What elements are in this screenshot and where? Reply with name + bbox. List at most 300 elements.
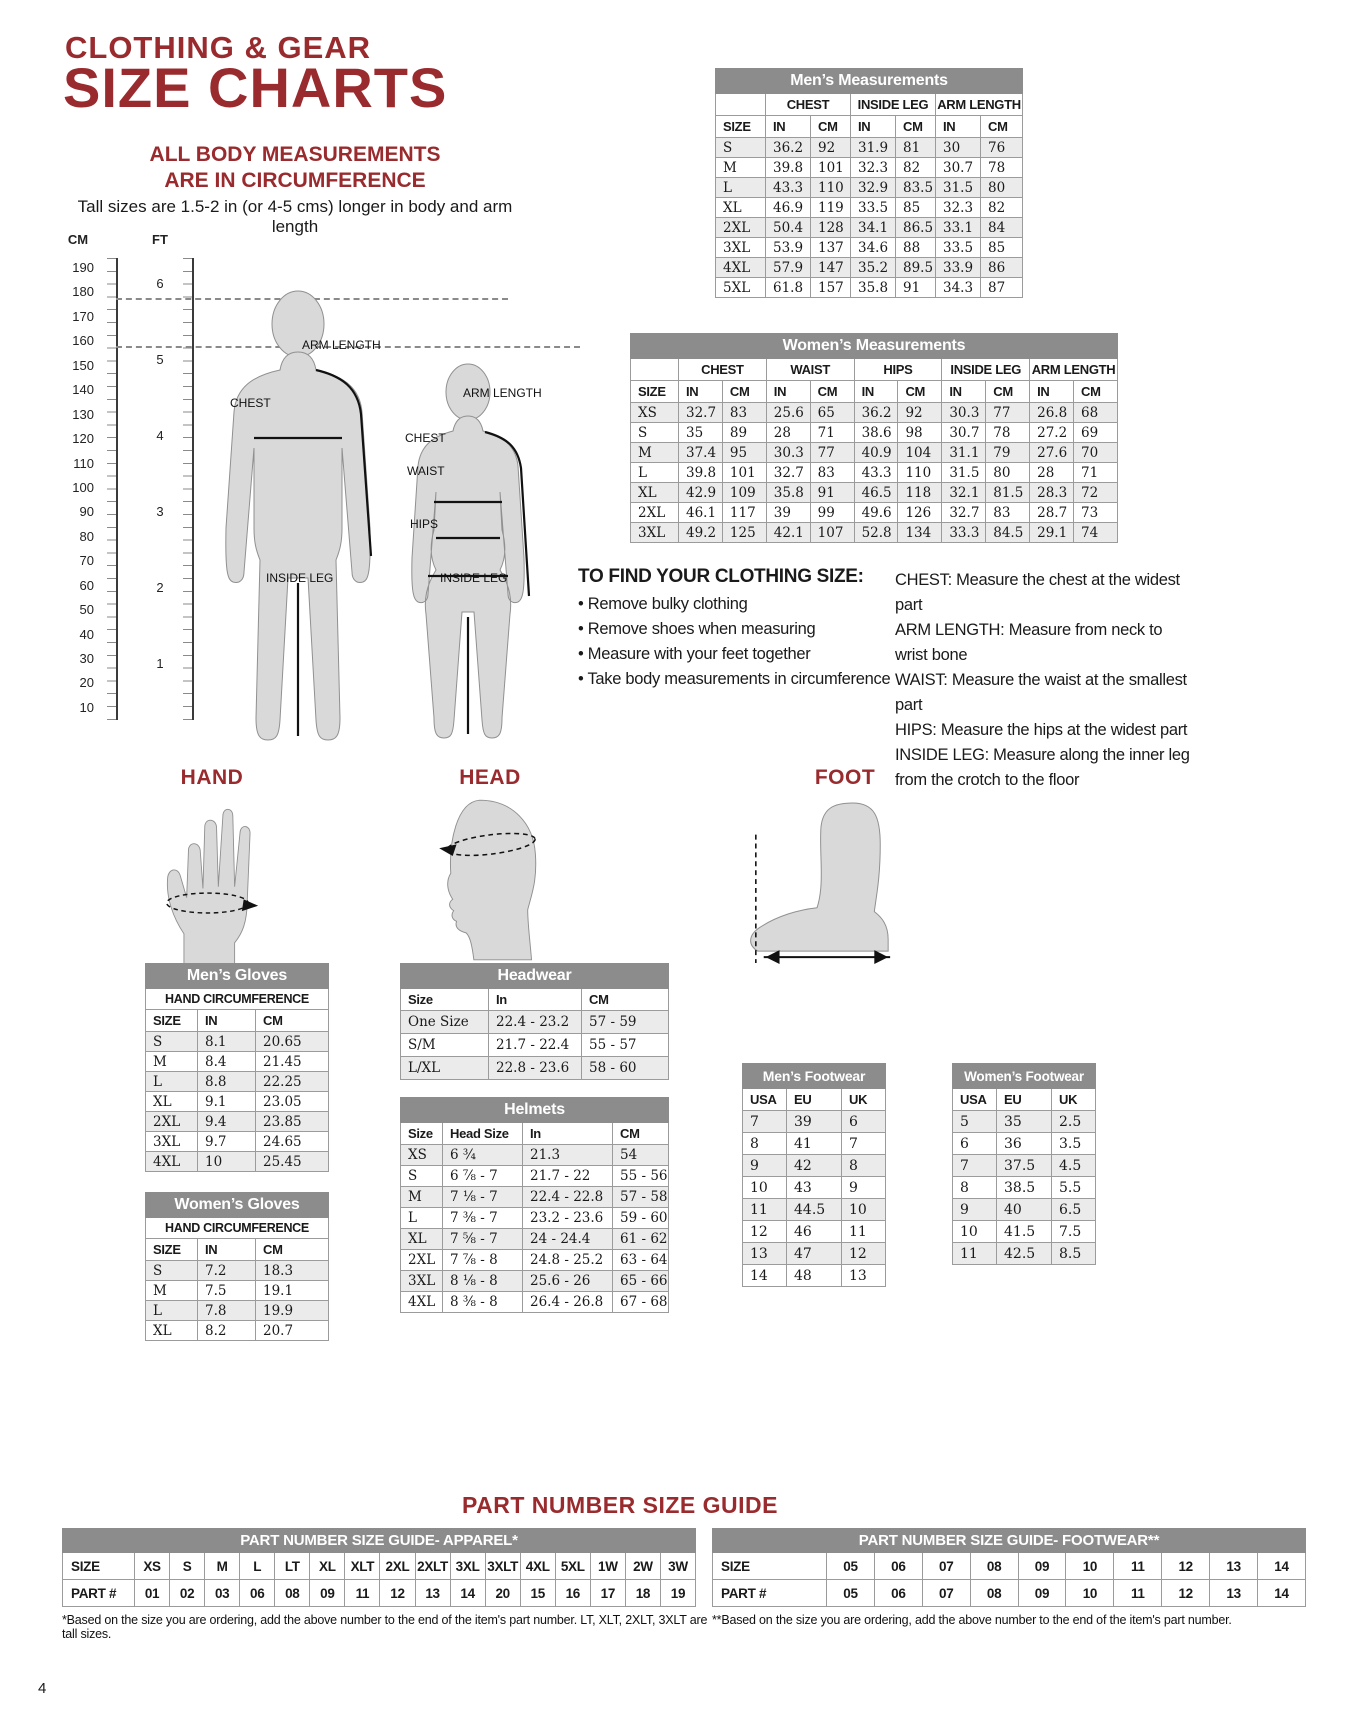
table-cell: PART # — [713, 1580, 827, 1607]
table-row — [146, 1072, 329, 1092]
list-item: 170 — [72, 308, 94, 324]
table-cell: 2XL — [401, 1250, 443, 1271]
table-cell: 88 — [896, 238, 936, 258]
table-cell: 85 — [981, 238, 1023, 258]
table-cell: 57 - 58 — [613, 1187, 669, 1208]
table-cell: 67 - 68 — [613, 1292, 669, 1313]
table-row — [401, 1187, 669, 1208]
hand-section-heading: HAND — [180, 766, 244, 789]
table-cell: 05 — [827, 1580, 875, 1607]
table-row — [631, 503, 1118, 523]
table-cell: XL — [716, 198, 766, 218]
table-body — [953, 1111, 1096, 1265]
table-cell: Size — [401, 1123, 443, 1145]
table-cell: 7.5 — [198, 1281, 256, 1301]
table-cell: 3XL — [716, 238, 766, 258]
table-cell: 3XL — [631, 523, 679, 543]
cm-ruler — [104, 258, 118, 720]
table-cell: IN — [942, 381, 986, 403]
table-cell: L/XL — [401, 1057, 489, 1080]
table-title: PART NUMBER SIZE GUIDE- APPAREL* — [63, 1529, 696, 1553]
subtitle — [95, 142, 495, 194]
table-cell: 55 - 56 — [613, 1166, 669, 1187]
table-cell: 50.4 — [766, 218, 811, 238]
table-cell: 4XL — [401, 1292, 443, 1313]
table-cell: 3XL — [401, 1271, 443, 1292]
tall-sizes-note: Tall sizes are 1.5-2 in (or 4-5 cms) longer in body and arm length — [77, 197, 513, 236]
table-cell: 21.7 - 22.4 — [489, 1034, 582, 1057]
table-cell: 23.85 — [256, 1112, 329, 1132]
table-body — [401, 1145, 669, 1313]
list-item: CHEST: Measure the chest at the widest part — [895, 571, 1180, 614]
table-cell: 35 — [997, 1111, 1052, 1133]
table-row — [631, 423, 1118, 443]
table-cell: M — [146, 1281, 198, 1301]
table-cell: One Size — [401, 1011, 489, 1034]
table-cell: IN — [854, 381, 898, 403]
table-cell: 9.4 — [198, 1112, 256, 1132]
table-cell: IN — [198, 1239, 256, 1261]
table-cell: 53.9 — [766, 238, 811, 258]
list-item: 70 — [79, 553, 94, 569]
female-arm-length-label: ARM LENGTH — [463, 386, 542, 400]
table-cell: CM — [810, 381, 854, 403]
hand-illustration — [152, 798, 272, 970]
units-row — [953, 1089, 1096, 1111]
head-section-heading: HEAD — [459, 766, 521, 789]
table-cell: XLT — [345, 1553, 380, 1580]
table-cell: CM — [896, 116, 936, 138]
table-cell: 35 — [679, 423, 723, 443]
table-cell: 32.3 — [936, 198, 981, 218]
table-row — [146, 1261, 329, 1281]
table-cell: 32.3 — [851, 158, 896, 178]
table-cell: 2W — [625, 1553, 660, 1580]
table-cell: 59 - 60 — [613, 1208, 669, 1229]
table-cell: XL — [146, 1092, 198, 1112]
table-cell: 37.4 — [679, 443, 723, 463]
table-cell: SIZE — [63, 1553, 135, 1580]
list-item: 40 — [79, 626, 94, 642]
table-row — [401, 1011, 669, 1034]
table-cell: 35.8 — [766, 483, 810, 503]
table-cell: USA — [743, 1089, 787, 1111]
table-row — [146, 1301, 329, 1321]
table-cell: 6.5 — [1052, 1199, 1096, 1221]
table-cell: 95 — [722, 443, 766, 463]
table-cell: 12 — [1162, 1580, 1210, 1607]
table-cell: 10 — [1066, 1553, 1114, 1580]
table-cell: 34.6 — [851, 238, 896, 258]
table-cell: 12 — [743, 1221, 787, 1243]
group-header-inside-leg: INSIDE LEG — [851, 94, 936, 116]
table-cell: 5.5 — [1052, 1177, 1096, 1199]
womens-footwear-table — [952, 1063, 1096, 1265]
table-row — [716, 238, 1023, 258]
table-row — [401, 1145, 669, 1166]
table-cell: CM — [986, 381, 1030, 403]
table-cell: 32.1 — [942, 483, 986, 503]
table-cell: 81.5 — [986, 483, 1030, 503]
table-cell: 30.7 — [942, 423, 986, 443]
table-cell: SIZE — [631, 381, 679, 403]
table-row — [146, 1239, 329, 1261]
table-cell: L — [401, 1208, 443, 1229]
table-cell: 101 — [722, 463, 766, 483]
list-item: 10 — [79, 699, 94, 715]
table-cell: 22.4 - 23.2 — [489, 1011, 582, 1034]
table-cell: PART # — [63, 1580, 135, 1607]
table-cell: 14 — [743, 1265, 787, 1287]
table-cell: M — [146, 1052, 198, 1072]
table-row — [146, 1092, 329, 1112]
female-inside-leg-label: INSIDE LEG — [440, 571, 508, 585]
table-cell: 16 — [555, 1580, 590, 1607]
table-body — [146, 1261, 329, 1341]
table-cell: IN — [1030, 381, 1074, 403]
table-cell: 5XL — [555, 1553, 590, 1580]
table-cell: 33.1 — [936, 218, 981, 238]
table-body — [631, 403, 1118, 543]
female-chest-label: CHEST — [405, 431, 446, 445]
table-cell: 01 — [135, 1580, 170, 1607]
table-cell: 4XL — [716, 258, 766, 278]
list-item: • Remove bulky clothing — [578, 592, 898, 617]
table-row — [953, 1155, 1096, 1177]
table-cell: 33.5 — [936, 238, 981, 258]
table-cell: 19 — [660, 1580, 695, 1607]
table-cell: 19.1 — [256, 1281, 329, 1301]
table-title: Women’s Gloves — [146, 1193, 329, 1218]
table-row — [743, 1133, 886, 1155]
table-cell: 65 — [810, 403, 854, 423]
table-cell: 08 — [275, 1580, 310, 1607]
table-cell: 134 — [898, 523, 942, 543]
female-waist-label: WAIST — [407, 464, 445, 478]
table-row — [401, 989, 669, 1011]
table-cell: 11 — [345, 1580, 380, 1607]
table-cell: 28 — [766, 423, 810, 443]
table-cell: SIZE — [713, 1553, 827, 1580]
table-cell: CM — [1074, 381, 1118, 403]
table-cell: L — [240, 1553, 275, 1580]
table-cell: 6 ¾ — [443, 1145, 523, 1166]
table-cell: 14 — [450, 1580, 485, 1607]
table-cell: In — [489, 989, 582, 1011]
table-cell: CM — [256, 1239, 329, 1261]
table-cell: 73 — [1074, 503, 1118, 523]
table-cell: 08 — [970, 1580, 1018, 1607]
table-cell: CM — [898, 381, 942, 403]
table-cell: CM — [811, 116, 851, 138]
table-body — [716, 138, 1023, 298]
table-row — [953, 1199, 1096, 1221]
table-cell: 43.3 — [854, 463, 898, 483]
table-cell: 63 - 64 — [613, 1250, 669, 1271]
table-cell: 2XL — [631, 503, 679, 523]
table-cell: 8 — [953, 1177, 997, 1199]
list-item: 4 — [156, 428, 164, 443]
table-cell: 8.2 — [198, 1321, 256, 1341]
table-row — [631, 403, 1118, 423]
table-cell: 54 — [613, 1145, 669, 1166]
mens-measurements-table — [715, 68, 1023, 298]
headwear-table — [400, 963, 669, 1080]
table-cell: 03 — [205, 1580, 240, 1607]
table-cell: 8 — [743, 1133, 787, 1155]
male-chest-label: CHEST — [230, 396, 271, 410]
table-cell: 101 — [811, 158, 851, 178]
table-row — [146, 1321, 329, 1341]
table-cell: 58 - 60 — [582, 1057, 669, 1080]
table-cell: IN — [766, 381, 810, 403]
table-cell: S — [716, 138, 766, 158]
table-cell: 6 ⅞ - 7 — [443, 1166, 523, 1187]
list-item: 50 — [79, 602, 94, 618]
cm-tick-labels — [58, 262, 94, 714]
table-cell: 72 — [1074, 483, 1118, 503]
mens-footwear-table — [742, 1063, 886, 1287]
table-cell: 36.2 — [766, 138, 811, 158]
list-item: 60 — [79, 577, 94, 593]
table-cell: L — [631, 463, 679, 483]
list-item: 190 — [72, 260, 94, 275]
ft-tick-labels — [148, 278, 172, 670]
table-cell: 84 — [981, 218, 1023, 238]
table-cell: 05 — [827, 1553, 875, 1580]
table-cell: CM — [613, 1123, 669, 1145]
table-row — [743, 1111, 886, 1133]
table-cell: 87 — [981, 278, 1023, 298]
table-cell: 52.8 — [854, 523, 898, 543]
table-cell: 13 — [842, 1265, 886, 1287]
table-cell: 42.5 — [997, 1243, 1052, 1265]
table-cell: 28.7 — [1030, 503, 1074, 523]
table-cell: 24 - 24.4 — [523, 1229, 613, 1250]
table-cell: 47 — [787, 1243, 842, 1265]
corner-cell — [716, 94, 766, 116]
table-cell: 39 — [787, 1111, 842, 1133]
list-item: 160 — [72, 333, 94, 349]
table-row — [401, 1208, 669, 1229]
table-cell: 8 ⅜ - 8 — [443, 1292, 523, 1313]
list-item: 120 — [72, 431, 94, 447]
table-cell: 55 - 57 — [582, 1034, 669, 1057]
list-item: • Measure with your feet together — [578, 642, 898, 667]
foot-illustration — [742, 800, 900, 970]
table-cell: S — [146, 1261, 198, 1281]
table-cell: 27.6 — [1030, 443, 1074, 463]
body-measurement-diagram — [58, 228, 588, 748]
table-cell: 80 — [986, 463, 1030, 483]
table-cell: 83 — [986, 503, 1030, 523]
table-cell: 9 — [953, 1199, 997, 1221]
table-cell: S — [631, 423, 679, 443]
table-cell: 13 — [1210, 1580, 1258, 1607]
table-title: Women’s Footwear — [953, 1064, 1096, 1089]
table-cell: M — [401, 1187, 443, 1208]
table-row — [631, 443, 1118, 463]
table-cell: 07 — [922, 1553, 970, 1580]
table-row — [743, 1089, 886, 1111]
table-cell: 06 — [240, 1580, 275, 1607]
instructions-title: TO FIND YOUR CLOTHING SIZE: — [578, 566, 864, 587]
group-header-chest: CHEST — [766, 94, 851, 116]
table-row — [401, 1271, 669, 1292]
list-item: 2 — [156, 580, 164, 595]
table-cell: 25.45 — [256, 1152, 329, 1172]
table-row — [146, 1132, 329, 1152]
table-cell: 2XLT — [415, 1553, 450, 1580]
table-cell: 32.7 — [766, 463, 810, 483]
table-row — [63, 1580, 696, 1607]
table-cell: 44.5 — [787, 1199, 842, 1221]
table-cell: 42.1 — [766, 523, 810, 543]
table-cell: In — [523, 1123, 613, 1145]
table-cell: SIZE — [146, 1239, 198, 1261]
table-row — [716, 178, 1023, 198]
table-cell: 39.8 — [679, 463, 723, 483]
table-cell: UK — [842, 1089, 886, 1111]
table-cell: 70 — [1074, 443, 1118, 463]
table-row — [716, 116, 1023, 138]
table-cell: 91 — [810, 483, 854, 503]
table-cell: 31.5 — [936, 178, 981, 198]
table-cell: 4XL — [520, 1553, 555, 1580]
table-row — [401, 1250, 669, 1271]
table-cell: 8.1 — [198, 1032, 256, 1052]
table-cell: XL — [401, 1229, 443, 1250]
table-cell: XL — [146, 1321, 198, 1341]
table-cell: 109 — [722, 483, 766, 503]
table-cell: 25.6 - 26 — [523, 1271, 613, 1292]
group-header-hips: HIPS — [854, 359, 942, 381]
table-cell: 21.45 — [256, 1052, 329, 1072]
table-cell: 31.5 — [942, 463, 986, 483]
table-cell: 69 — [1074, 423, 1118, 443]
table-cell: 30.7 — [936, 158, 981, 178]
apparel-footnote: *Based on the size you are ordering, add the above number to the end of the item's part number. LT, XLT, 2XLT, 3XLT are tall sizes. — [62, 1613, 708, 1641]
table-cell: 6 — [953, 1133, 997, 1155]
male-arm-length-label: ARM LENGTH — [302, 338, 381, 352]
table-cell: 7 — [953, 1155, 997, 1177]
table-row — [716, 218, 1023, 238]
list-item: 150 — [72, 357, 94, 373]
table-cell: 46.1 — [679, 503, 723, 523]
table-cell: 3XL — [450, 1553, 485, 1580]
table-cell: 49.6 — [854, 503, 898, 523]
table-cell: 137 — [811, 238, 851, 258]
list-item: 90 — [79, 504, 94, 520]
table-cell: 41.5 — [997, 1221, 1052, 1243]
table-cell: 25.6 — [766, 403, 810, 423]
list-item: 80 — [79, 528, 94, 544]
table-cell: L — [716, 178, 766, 198]
table-row — [743, 1243, 886, 1265]
table-row — [716, 158, 1023, 178]
table-body — [401, 1011, 669, 1080]
table-cell: 22.8 - 23.6 — [489, 1057, 582, 1080]
list-item: INSIDE LEG: Measure along the inner leg from the crotch to the floor — [895, 746, 1190, 789]
table-row — [743, 1199, 886, 1221]
table-cell: CM — [582, 989, 669, 1011]
instructions-bullet-list — [578, 592, 898, 692]
table-cell: 77 — [810, 443, 854, 463]
table-cell: 99 — [810, 503, 854, 523]
table-cell: 11 — [1114, 1553, 1162, 1580]
list-item: 1 — [156, 656, 164, 671]
group-header-waist: WAIST — [766, 359, 854, 381]
table-cell: IN — [766, 116, 811, 138]
table-cell: 38.5 — [997, 1177, 1052, 1199]
table-subtitle: HAND CIRCUMFERENCE — [146, 1218, 329, 1239]
table-cell: 33.5 — [851, 198, 896, 218]
table-title: PART NUMBER SIZE GUIDE- FOOTWEAR** — [713, 1529, 1306, 1553]
table-cell: 5XL — [716, 278, 766, 298]
table-cell: 46.9 — [766, 198, 811, 218]
table-cell: 8.8 — [198, 1072, 256, 1092]
table-cell: 8.5 — [1052, 1243, 1096, 1265]
head-illustration — [420, 795, 545, 965]
list-item: ARM LENGTH: Measure from neck to wrist bone — [895, 621, 1163, 664]
table-cell: 06 — [874, 1553, 922, 1580]
table-row — [401, 1034, 669, 1057]
table-cell: 38.6 — [854, 423, 898, 443]
female-figure-illustration — [378, 362, 558, 742]
table-cell: 13 — [415, 1580, 450, 1607]
table-row — [146, 1010, 329, 1032]
table-cell: 18.3 — [256, 1261, 329, 1281]
table-cell: 12 — [1162, 1553, 1210, 1580]
table-cell: CM — [981, 116, 1023, 138]
table-cell: 7.8 — [198, 1301, 256, 1321]
table-cell: 2.5 — [1052, 1111, 1096, 1133]
table-cell: 10 — [198, 1152, 256, 1172]
table-cell: M — [631, 443, 679, 463]
table-cell: 76 — [981, 138, 1023, 158]
group-header-inside-leg: INSIDE LEG — [942, 359, 1030, 381]
table-row — [401, 1166, 669, 1187]
table-cell: 08 — [970, 1553, 1018, 1580]
table-cell: XS — [631, 403, 679, 423]
list-item: WAIST: Measure the waist at the smallest part — [895, 671, 1187, 714]
subtitle-line1: ALL BODY MEASUREMENTS — [149, 143, 441, 166]
table-title: Men’s Footwear — [743, 1064, 886, 1089]
table-cell: 37.5 — [997, 1155, 1052, 1177]
table-cell: XS — [135, 1553, 170, 1580]
table-cell: 7 ⅛ - 7 — [443, 1187, 523, 1208]
subtitle-line2: ARE IN CIRCUMFERENCE — [164, 169, 426, 192]
table-cell: 36 — [997, 1133, 1052, 1155]
table-cell: 57 - 59 — [582, 1011, 669, 1034]
table-cell: 118 — [898, 483, 942, 503]
table-cell: 110 — [811, 178, 851, 198]
table-cell: 34.1 — [851, 218, 896, 238]
table-cell: 20 — [485, 1580, 520, 1607]
table-cell: 26.8 — [1030, 403, 1074, 423]
table-cell: 24.8 - 25.2 — [523, 1250, 613, 1271]
cm-axis-label: CM — [67, 232, 89, 247]
table-cell: 11 — [953, 1243, 997, 1265]
table-cell: 11 — [1114, 1580, 1162, 1607]
table-cell: 82 — [896, 158, 936, 178]
table-cell: 28 — [1030, 463, 1074, 483]
table-row — [743, 1221, 886, 1243]
table-cell: 119 — [811, 198, 851, 218]
table-cell: 35.8 — [851, 278, 896, 298]
table-cell: USA — [953, 1089, 997, 1111]
group-header-chest: CHEST — [679, 359, 767, 381]
